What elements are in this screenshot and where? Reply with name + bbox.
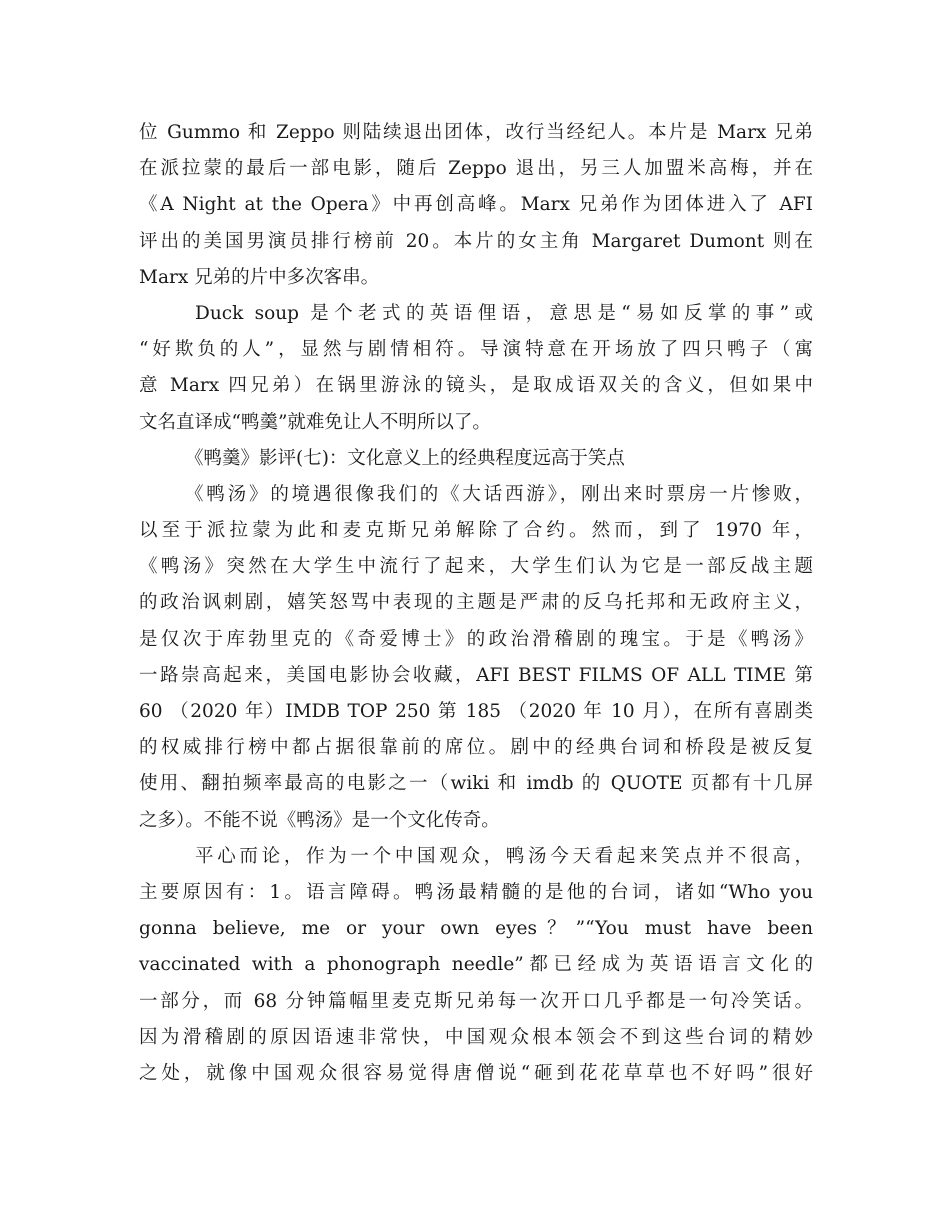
text-line: 之多）。不能不说《鸭汤》是一个文化传奇。 (139, 809, 500, 831)
text-line: 评出的美国男演员排行榜前 20。本片的女主角 Margaret Dumont 则在 (139, 230, 813, 252)
text-line: 使用、翻拍频率最高的电影之一（wiki 和 imdb 的 QUOTE 页都有十几屏 (139, 773, 813, 795)
text-line: gonna believe, me or your own eyes？”“You must have been (139, 918, 813, 940)
text-line: 《鸭汤》突然在大学生中流行了起来，大学生们认为它是一部反战主题 (139, 556, 813, 578)
paragraph-first-line: 平心而论，作为一个中国观众，鸭汤今天看起来笑点并不很高， (195, 845, 813, 867)
article-body (139, 115, 813, 1092)
text-line: 一部分，而 68 分钟篇幅里麦克斯兄弟每一次开口几乎都是一句冷笑话。 (139, 990, 813, 1012)
text-line: 因为滑稽剧的原因语速非常快，中国观众根本领会不到这些台词的精妙 (139, 1026, 813, 1048)
text-line: 是仅次于库勃里克的《奇爱博士》的政治滑稽剧的瑰宝。于是《鸭汤》 (139, 628, 813, 650)
text-line: 的政治讽刺剧，嬉笑怒骂中表现的主题是严肃的反乌托邦和无政府主义， (139, 592, 813, 614)
text-line: 《A Night at the Opera》中再创高峰。Marx 兄弟作为团体进入了 AFI (139, 194, 813, 216)
text-line: 在派拉蒙的最后一部电影，随后 Zeppo 退出，另三人加盟米高梅，并在 (139, 158, 813, 180)
text-line: 文名直译成“鸭羹”就难免让人不明所以了。 (139, 411, 491, 433)
text-line: 一路崇高起来，美国电影协会收藏，AFI BEST FILMS OF ALL TIME 第 (139, 664, 813, 686)
paragraph-first-line: 《鸭汤》的境遇很像我们的《大话西游》，刚出来时票房一片惨败， (185, 483, 813, 505)
text-line: 意 Marx 四兄弟）在锅里游泳的镜头，是取成语双关的含义，但如果中 (139, 375, 813, 397)
text-line: “好欺负的人”，显然与剧情相符。导演特意在开场放了四只鸭子（寓 (139, 339, 813, 361)
text-line: 以至于派拉蒙为此和麦克斯兄弟解除了合约。然而，到了 1970 年， (139, 520, 813, 542)
text-line: vaccinated with a phonograph needle”都已经成为英语语言文化的 (139, 954, 813, 976)
text-line: 之处，就像中国观众很容易觉得唐僧说“砸到花花草草也不好吗”很好 (139, 1062, 813, 1084)
paragraph-first-line: Duck soup 是个老式的英语俚语，意思是“易如反掌的事”或 (195, 302, 813, 324)
text-line: 的权威排行榜中都占据很靠前的席位。剧中的经典台词和桥段是被反复 (139, 737, 813, 759)
text-line: Marx 兄弟的片中多次客串。 (139, 266, 380, 288)
text-line: 主要原因有：1。语言障碍。鸭汤最精髓的是他的台词，诸如“Who you (139, 881, 813, 903)
text-line: 位 Gummo 和 Zeppo 则陆续退出团体，改行当经纪人。本片是 Marx 兄弟 (139, 122, 813, 143)
text-line: 60 （2020 年）IMDB TOP 250 第 185 （2020 年 10 月），在所有喜剧类 (139, 701, 813, 722)
section-heading: 《鸭羹》影评(七)：文化意义上的经典程度远高于笑点 (185, 447, 625, 469)
